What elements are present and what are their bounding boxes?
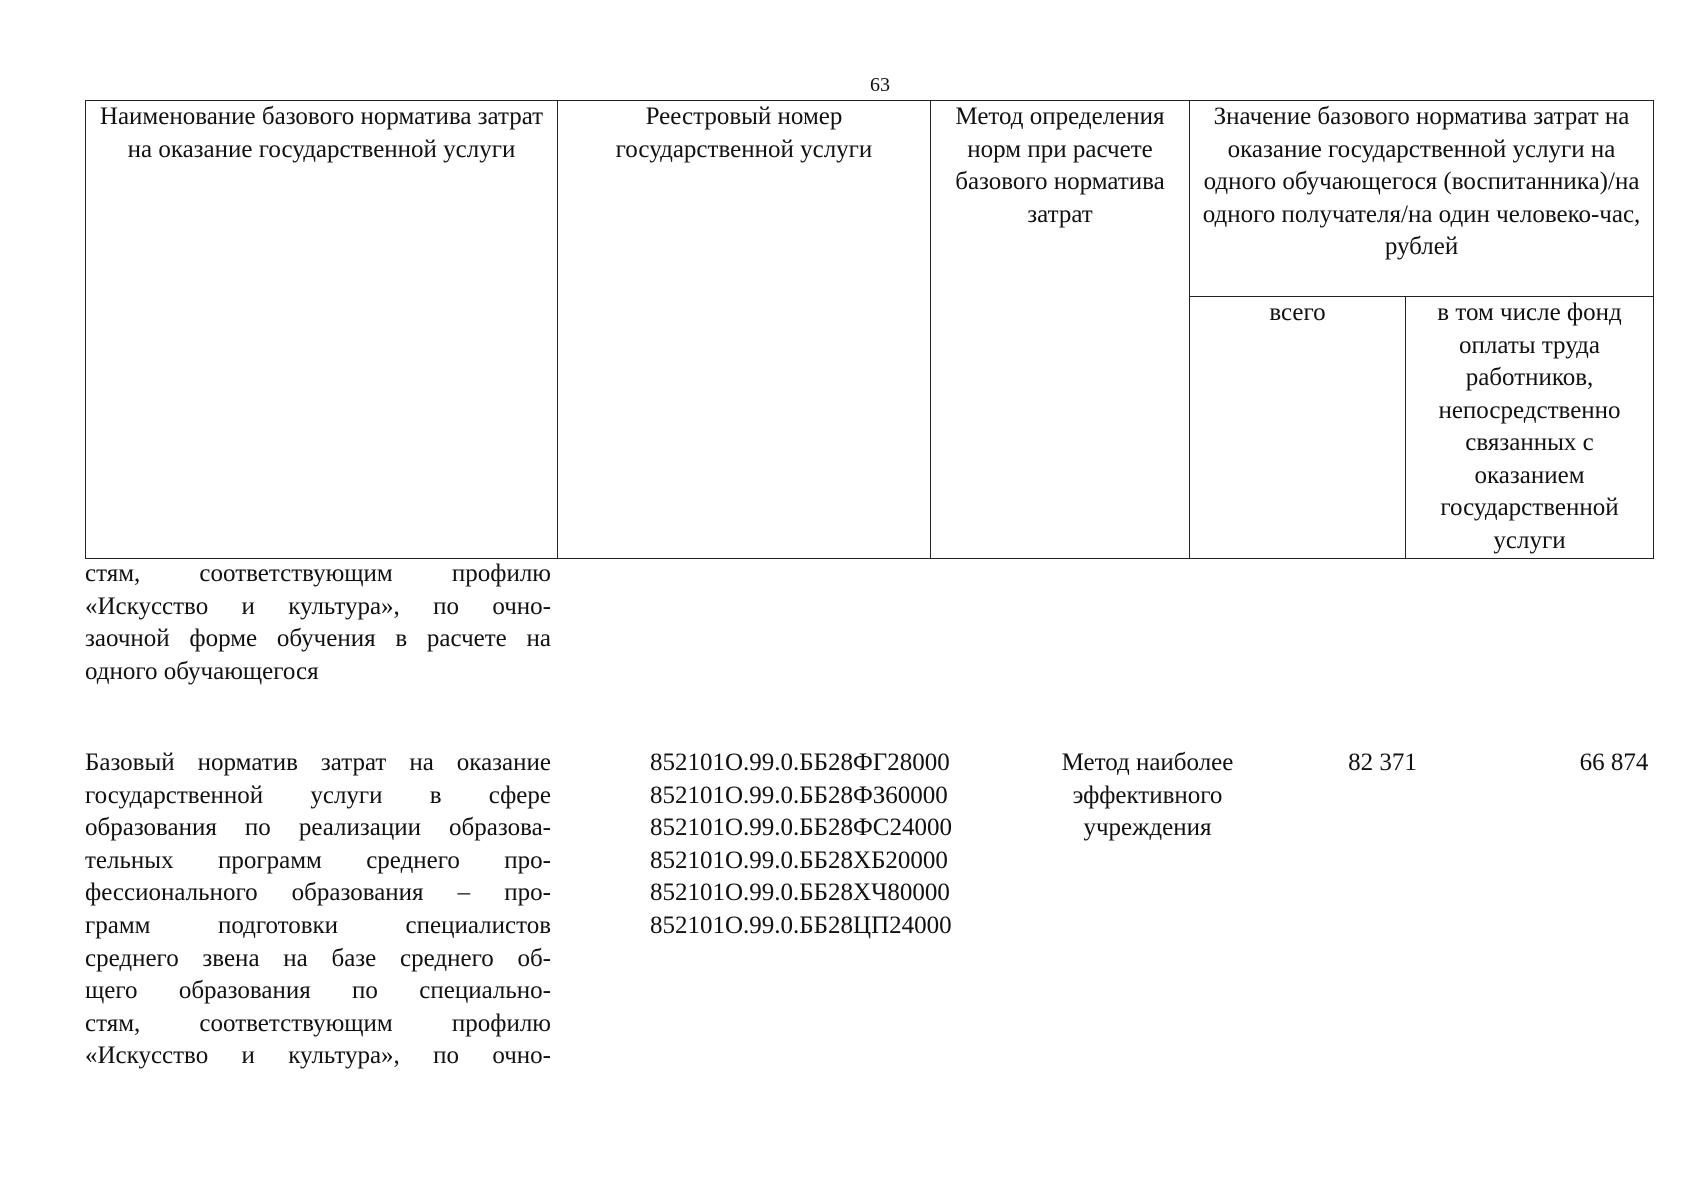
registry-code: 852101О.99.0.ББ28ХБ20000 <box>650 846 948 874</box>
text-line: заочной форме обучения в расчете на <box>85 625 551 653</box>
registry-code: 852101О.99.0.ББ28ЦП24000 <box>650 911 952 939</box>
header-col-name: Наименование базового норматива затрат на оказание государственной услуги <box>86 101 558 559</box>
registry-code: 852101О.99.0.ББ28ФС24000 <box>650 814 952 842</box>
method-line: Метод наиболее <box>1061 749 1234 776</box>
text-line: «Искусство и культура», по очно- <box>85 592 551 620</box>
text-line: одного обучающегося <box>85 657 319 685</box>
row-name <box>85 747 551 1073</box>
text-line: щего образования по специально- <box>85 977 551 1005</box>
text-line: тельных программ среднего про- <box>85 846 551 874</box>
text-line: государственной услуги в сфере <box>85 781 551 809</box>
header-col-registry-number: Реестровый номер государственной услуги <box>558 101 931 559</box>
row-fot-value: 66 874 <box>1579 749 1649 776</box>
page-number: 63 <box>870 74 890 96</box>
text-line: грамм подготовки специалистов <box>85 911 551 939</box>
text-line: Базовый норматив затрат на оказание <box>85 749 551 776</box>
method-line: эффективного <box>1072 781 1223 809</box>
registry-code: 852101О.99.0.ББ28ФГ28000 <box>650 749 950 776</box>
continuation-text <box>85 558 551 688</box>
text-line: стям, соответствующим профилю <box>85 560 551 587</box>
method-line: учреждения <box>1083 814 1212 842</box>
text-line: фессионального образования – про- <box>85 879 551 907</box>
row-total-value: 82 371 <box>1348 749 1417 776</box>
text-line: «Искусство и культура», по очно- <box>85 1042 551 1070</box>
table-header <box>85 100 1654 559</box>
text-line: образования по реализации образова- <box>85 814 551 842</box>
text-line: стям, соответствующим профилю <box>85 1009 551 1037</box>
registry-code: 852101О.99.0.ББ28ХЧ80000 <box>650 879 950 907</box>
row-method <box>1025 747 1270 845</box>
registry-code: 852101О.99.0.ББ28ФЗ60000 <box>650 781 948 809</box>
header-col-total: всего <box>1190 297 1406 559</box>
header-col-method: Метод определения норм при расчете базового норматива затрат <box>931 101 1190 559</box>
row-registry-codes <box>650 747 1020 943</box>
header-col-fot: в том числе фонд оплаты труда работников, непосредственно связанных с оказанием государственной услуги <box>1406 297 1654 559</box>
text-line: среднего звена на базе среднего об- <box>85 944 551 972</box>
header-col-value-group: Значение базового норматива затрат на оказание государственной услуги на одного обучающегося (воспитанника)/на одного получателя/на один человеко-час, рублей <box>1190 101 1654 297</box>
